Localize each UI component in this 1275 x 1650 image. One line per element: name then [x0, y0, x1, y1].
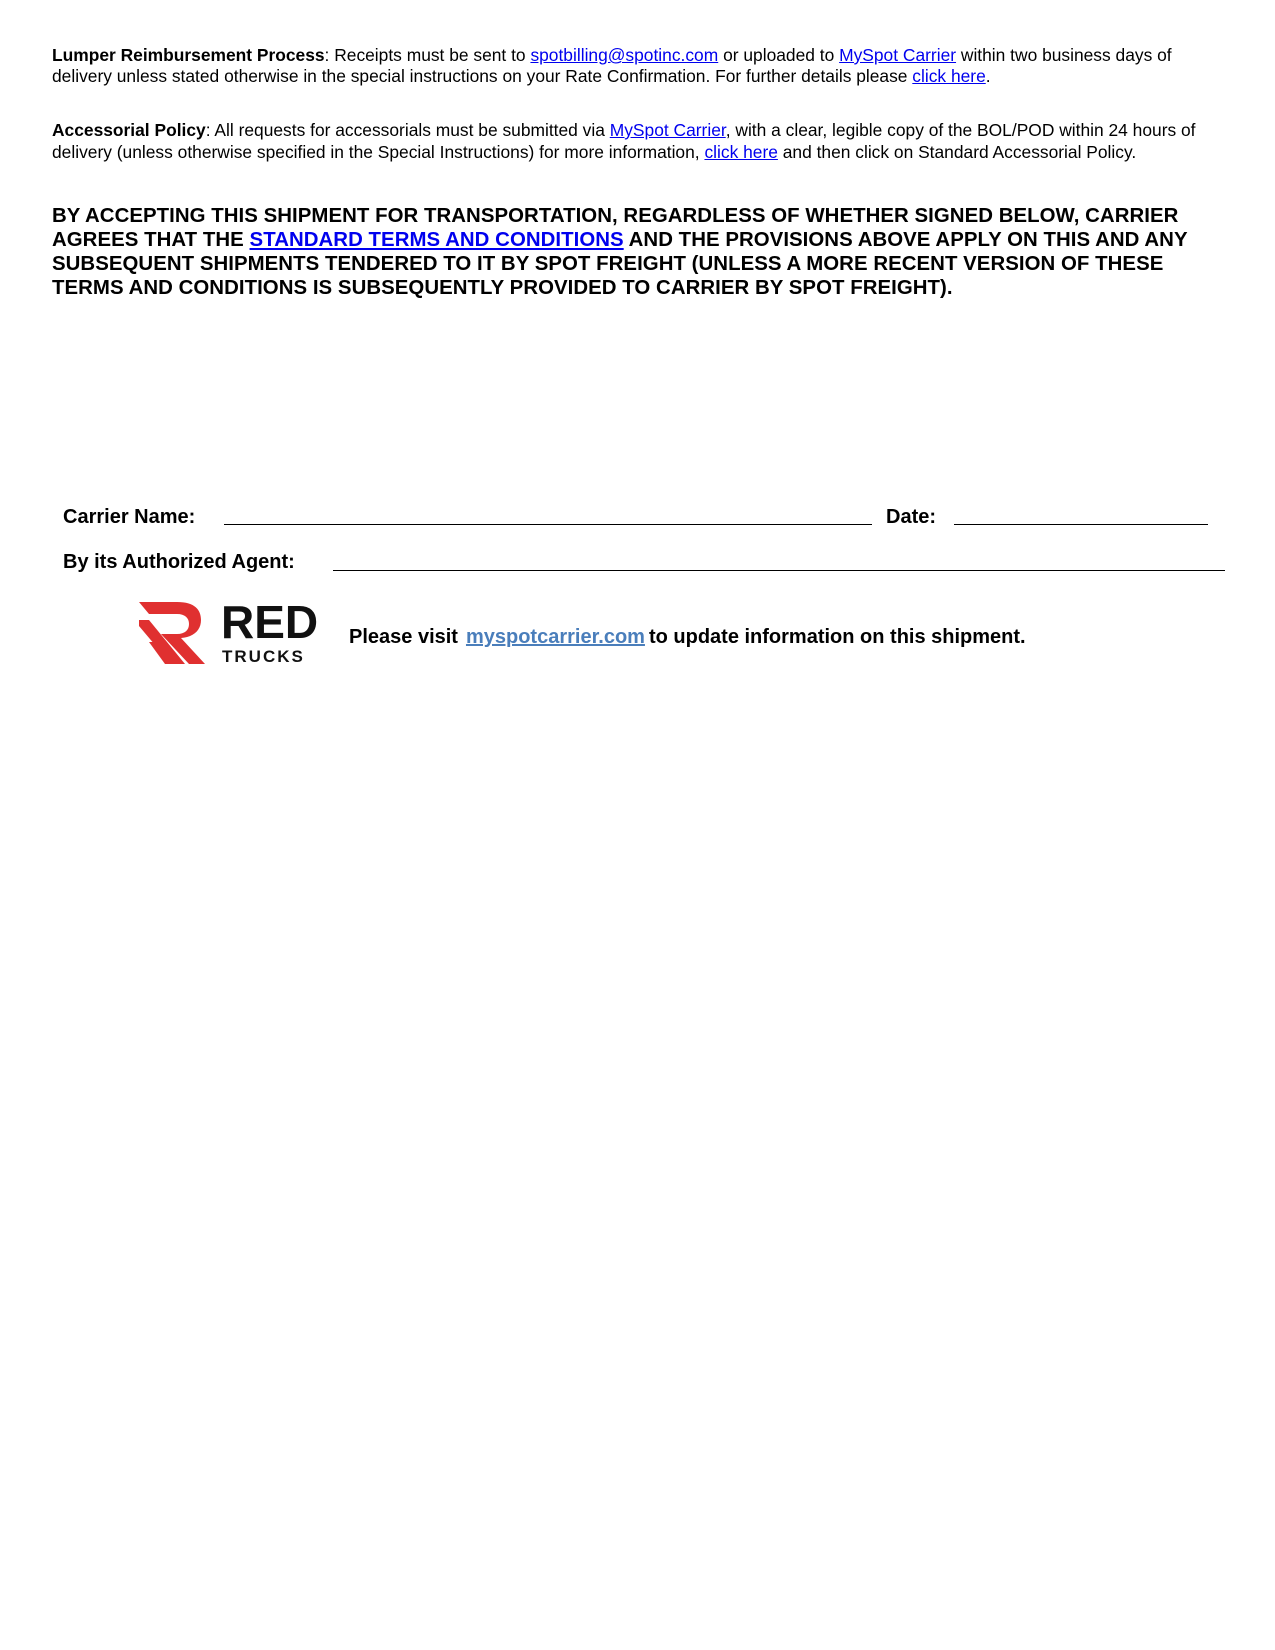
carrier-name-label: Carrier Name: — [63, 506, 196, 528]
accessorial-policy-paragraph — [52, 120, 1202, 163]
logo-word-trucks: TRUCKS — [222, 647, 305, 666]
accessorial-heading: Accessorial Policy — [52, 120, 206, 140]
date-label: Date: — [886, 506, 937, 528]
accessorial-text-1: : All requests for accessorials must be submitted via — [205, 120, 610, 140]
accessorial-text-3: and then click on Standard Accessorial Policy. — [777, 141, 1137, 162]
lumper-text-2: or uploaded to — [718, 45, 840, 65]
carrier-name-line — [224, 524, 872, 525]
authorized-agent-line — [333, 570, 1225, 571]
accessorial-click-here-link[interactable]: click here — [704, 141, 778, 162]
visit-text-2: to update information on this shipment. — [648, 626, 1026, 648]
lumper-click-here-link[interactable]: click here — [912, 66, 986, 86]
notice-text-2: AND THE PROVISIONS ABOVE APPLY ON THIS AND ANY SUBSEQUENT SHIPMENTS TENDERED TO IT BY SPOT FREIGHT (UNLESS A MORE RECENT VERSION OF THESE TERMS AND CONDITIONS IS SUBSEQUENTLY PROVIDED TO CARRIER BY SPOT FREIGHT). — [52, 229, 1188, 299]
lumper-heading: Lumper Reimbursement Process — [52, 45, 325, 65]
acceptance-notice — [52, 204, 1232, 300]
update-info-line — [349, 625, 1026, 649]
myspot-carrier-link[interactable]: MySpot Carrier — [839, 45, 957, 65]
red-trucks-r-mark-icon — [139, 602, 205, 664]
lumper-text-1: : Receipts must be sent to — [324, 45, 531, 65]
visit-text-1: Please visit — [349, 626, 458, 648]
authorized-agent-label: By its Authorized Agent: — [63, 551, 295, 573]
myspotcarrier-link[interactable]: myspotcarrier.com — [465, 626, 645, 648]
logo-word-red: RED — [221, 600, 319, 648]
notice-text-1: BY ACCEPTING THIS SHIPMENT FOR TRANSPORTATION, REGARDLESS OF WHETHER SIGNED BELOW, CARRIER AGREES THAT THE — [52, 205, 1179, 251]
lumper-text-3: within two business days of delivery unless stated otherwise in the special instructions on your Rate Confirmation. For further details please — [52, 45, 1172, 86]
accessorial-myspot-carrier-link[interactable]: MySpot Carrier — [609, 120, 726, 140]
standard-terms-link[interactable]: STANDARD TERMS AND CONDITIONS — [249, 229, 624, 251]
red-trucks-logo — [137, 600, 331, 666]
spotbilling-email-link[interactable]: spotbilling@spotinc.com — [530, 45, 719, 65]
lumper-reimbursement-paragraph — [52, 45, 1202, 87]
date-line — [954, 524, 1208, 525]
accessorial-text-2: , with a clear, legible copy of the BOL/POD within 24 hours of delivery (unless otherwise specified in the Special Instructions) for more information, — [52, 120, 1196, 162]
lumper-text-4: . — [985, 66, 991, 86]
